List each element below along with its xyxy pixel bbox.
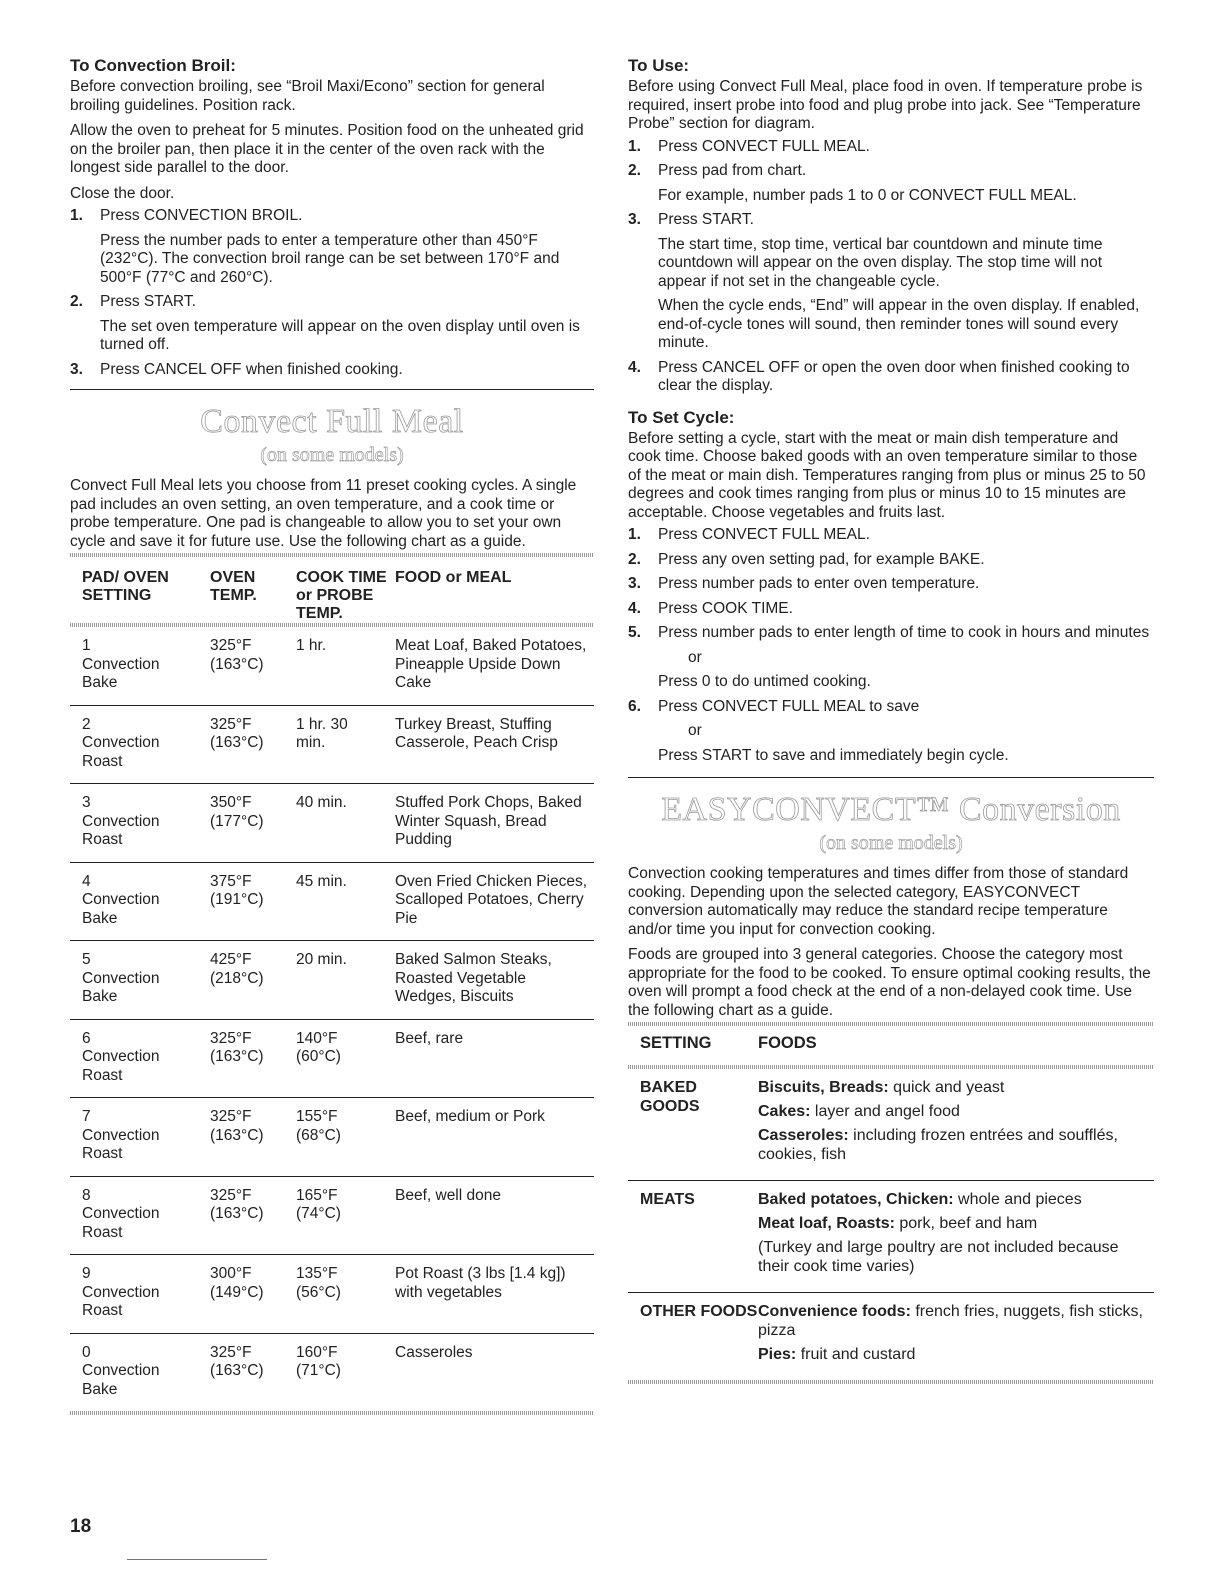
cook-time-detail: (74°C) (296, 1205, 341, 1222)
pad-number: 5 (82, 951, 91, 968)
temp-cell (210, 1019, 296, 1098)
time-cell (296, 627, 395, 705)
cook-time-detail: (60°C) (296, 1048, 341, 1065)
section-subtitle: (on some models) (819, 832, 963, 854)
pad-cell (70, 1098, 210, 1177)
step-detail: Press 0 to do untimed cooking. (658, 673, 871, 690)
cook-time: 20 min. (296, 951, 347, 968)
step-text: Press CANCEL OFF or open the oven door when finished cooking to clear the display. (658, 358, 1130, 394)
paragraph: Before setting a cycle, start with the meat or main dish temperature and cook time. Choose baked goods with an oven temperature similar to those of the meat or main dish. Temperatures ranging from plus or minus 25 to 50 degrees and cook times ranging from plus or minus 10 to 15 minutes are acceptable. Choose vegetables and fruits last. (628, 429, 1146, 521)
step-text: Press CONVECTION BROIL. (100, 207, 303, 224)
col-header-temp: OVEN TEMP. (210, 569, 257, 604)
cook-time: 140°F (296, 1029, 338, 1047)
step-text: Press any oven setting pad, for example BAKE. (658, 550, 985, 568)
temp-f: 325°F (210, 1108, 252, 1125)
step-number: 4. (628, 599, 641, 617)
table-row (70, 1098, 594, 1177)
food-cell: Casseroles (395, 1343, 473, 1361)
cook-time-detail: (56°C) (296, 1283, 341, 1301)
temp-f: 375°F (210, 872, 252, 890)
right-column (628, 56, 1154, 1384)
convect-full-meal-table (70, 557, 594, 1411)
pad-number: 9 (82, 1265, 91, 1282)
step-number: 2. (628, 162, 641, 179)
step-text: Press pad from chart. (658, 162, 807, 179)
easyconvect-table (628, 1026, 1154, 1380)
step-number: 1. (628, 137, 641, 155)
food-desc: quick and yeast (888, 1079, 1005, 1096)
col-header-food: FOOD or MEAL (395, 569, 512, 586)
section-divider (628, 777, 1154, 778)
food-item (758, 1345, 1154, 1364)
foods-cell (758, 1069, 1154, 1181)
oven-setting: Convection Roast (82, 812, 160, 848)
step-text: Press CONVECT FULL MEAL. (658, 137, 870, 155)
pad-cell (70, 862, 210, 941)
footer-rule (127, 1559, 267, 1560)
table-header-row (628, 1026, 1154, 1065)
oven-setting: Convection Roast (82, 734, 160, 770)
food-category: Convenience foods: (758, 1303, 911, 1320)
cook-time: 1 hr. 30 (296, 715, 348, 733)
temp-c: (191°C) (210, 891, 264, 908)
step-item (628, 698, 1154, 766)
pad-cell (70, 784, 210, 863)
pad-cell (70, 705, 210, 784)
step-item (628, 526, 1154, 545)
table-row (70, 1333, 594, 1411)
food-item (758, 1078, 1154, 1097)
step-item (628, 359, 1154, 396)
pad-cell (70, 1333, 210, 1411)
food-item (758, 1126, 1154, 1164)
to-use-steps (628, 138, 1154, 396)
table-row (628, 1069, 1154, 1181)
step-item (70, 293, 594, 355)
section-title: EASYCONVECT™ Conversion (661, 791, 1121, 828)
temp-cell (210, 1176, 296, 1255)
pad-number: 4 (82, 872, 91, 890)
col-header-pad: PAD/ OVEN SETTING (82, 569, 169, 604)
section-divider (70, 389, 594, 390)
cook-time: 1 hr. (296, 637, 327, 654)
food-desc: fruit and custard (796, 1346, 916, 1363)
oven-setting: Convection Bake (82, 1362, 160, 1398)
foods-cell (758, 1181, 1154, 1293)
step-number: 3. (628, 211, 641, 228)
temp-cell (210, 784, 296, 863)
cook-time: 40 min. (296, 794, 347, 811)
food-category: Casseroles: (758, 1127, 849, 1144)
step-text: Press START. (100, 293, 196, 310)
food-desc: (Turkey and large poultry are not included because their cook time varies) (758, 1239, 1119, 1275)
table-row (70, 705, 594, 784)
step-detail: When the cycle ends, “End” will appear in the oven display. If enabled, end-of-cycle tones will sound, then reminder tones will sound every minute. (658, 297, 1140, 351)
table-header-row (70, 557, 594, 623)
paragraph: Foods are grouped into 3 general categories. Choose the category most appropriate for the food to be cooked. To ensure optimal cooking results, the oven will prompt a food check at the end of a non-delayed cook time. Use the following chart as a guide. (628, 946, 1151, 1019)
pad-number: 7 (82, 1108, 91, 1125)
food-cell: Pot Roast (3 lbs [1.4 kg]) with vegetables (395, 1255, 594, 1334)
temp-f: 325°F (210, 1343, 252, 1361)
page-number: 18 (70, 1516, 92, 1537)
temp-cell (210, 1333, 296, 1411)
step-item (628, 551, 1154, 570)
paragraph: Before convection broiling, see “Broil Maxi/Econo” section for general broiling guidelines. Position rack. (70, 78, 545, 114)
section-title: Convect Full Meal (200, 403, 464, 440)
food-cell: Beef, rare (395, 1019, 594, 1098)
food-desc: pork, beef and ham (894, 1215, 1038, 1232)
table-row (628, 1181, 1154, 1293)
setting-cell: MEATS (628, 1181, 758, 1293)
step-text: Press CONVECT FULL MEAL to save (658, 697, 920, 715)
temp-c: (218°C) (210, 969, 264, 987)
pad-number: 8 (82, 1186, 91, 1204)
food-cell: Baked Salmon Steaks, Roasted Vegetable Wedges, Biscuits (395, 941, 594, 1020)
step-item (628, 162, 1154, 205)
step-number: 6. (628, 697, 641, 715)
table-bottom-border (70, 1411, 594, 1415)
step-or: or (688, 648, 702, 666)
set-cycle-steps (628, 526, 1154, 765)
paragraph: Before using Convect Full Meal, place food in oven. If temperature probe is required, insert probe into food and plug probe into jack. See “Temperature Probe” section for diagram. (628, 78, 1143, 132)
step-text: Press CONVECT FULL MEAL. (658, 526, 870, 543)
cook-time-detail: min. (296, 734, 326, 751)
temp-cell (210, 627, 296, 705)
pad-number: 1 (82, 637, 91, 654)
temp-c: (149°C) (210, 1283, 264, 1301)
step-number: 3. (70, 360, 83, 378)
time-cell (296, 862, 395, 941)
cook-time: 45 min. (296, 872, 347, 890)
temp-c: (163°C) (210, 734, 264, 751)
step-number: 1. (70, 207, 83, 224)
cook-time-detail: (68°C) (296, 1126, 341, 1144)
pad-cell (70, 941, 210, 1020)
section-subtitle: (on some models) (260, 444, 404, 466)
food-cell: Beef, well done (395, 1176, 594, 1255)
step-text: Press CANCEL OFF when finished cooking. (100, 360, 403, 378)
paragraph: Convection cooking temperatures and times differ from those of standard cooking. Depending upon the selected category, EASYCONVECT conversion automatically may reduce the standard recipe temperature and/or time you input for convection cooking. (628, 865, 1129, 938)
temp-c: (163°C) (210, 1126, 264, 1144)
temp-c: (163°C) (210, 1362, 264, 1379)
setting-cell: BAKED GOODS (628, 1069, 758, 1181)
step-number: 2. (70, 293, 83, 310)
table-row (70, 862, 594, 941)
food-category: Biscuits, Breads: (758, 1079, 889, 1096)
time-cell (296, 1098, 395, 1177)
oven-setting: Convection Roast (82, 1126, 160, 1162)
time-cell (296, 1176, 395, 1255)
table-row (70, 1176, 594, 1255)
food-cell: Oven Fried Chicken Pieces, Scalloped Potatoes, Cherry Pie (395, 862, 594, 941)
step-text: Press number pads to enter length of time to cook in hours and minutes (658, 624, 1150, 641)
food-desc: layer and angel food (810, 1103, 960, 1120)
step-detail: Press the number pads to enter a temperature other than 450°F (232°C). The convection broil range can be set between 170°F and 500°F (77°C and 260°C). (100, 231, 560, 286)
cook-time: 135°F (296, 1265, 338, 1282)
step-text: Press COOK TIME. (658, 599, 793, 617)
oven-setting: Convection Bake (82, 969, 160, 1005)
pad-cell (70, 1255, 210, 1334)
step-item (70, 207, 594, 287)
oven-setting: Convection Bake (82, 655, 160, 691)
temp-f: 350°F (210, 794, 252, 811)
food-category: Cakes: (758, 1103, 811, 1120)
temp-cell (210, 1098, 296, 1177)
setting-cell: OTHER FOODS (640, 1303, 758, 1320)
step-item (628, 624, 1154, 692)
food-item (758, 1102, 1154, 1121)
time-cell (296, 1255, 395, 1334)
paragraph: Close the door. (70, 184, 175, 202)
food-cell: Stuffed Pork Chops, Baked Winter Squash, Bread Pudding (395, 784, 594, 863)
food-category: Pies: (758, 1346, 797, 1363)
temp-c: (163°C) (210, 655, 264, 673)
food-item (758, 1238, 1154, 1276)
food-category: Baked potatoes, Chicken: (758, 1191, 954, 1208)
set-cycle-heading: To Set Cycle: (628, 407, 735, 427)
foods-cell (758, 1293, 1154, 1381)
step-number: 3. (628, 575, 641, 592)
temp-f: 325°F (210, 1029, 252, 1047)
step-text: Press number pads to enter oven temperature. (658, 575, 980, 592)
table-row (70, 1019, 594, 1098)
oven-setting: Convection Roast (82, 1048, 160, 1084)
oven-setting: Convection Bake (82, 891, 160, 927)
pad-number: 6 (82, 1029, 91, 1047)
temp-cell (210, 862, 296, 941)
food-item (758, 1214, 1154, 1233)
table-row (70, 941, 594, 1020)
convection-broil-steps (70, 207, 594, 379)
table-row (70, 627, 594, 705)
temp-c: (177°C) (210, 812, 264, 830)
pad-cell (70, 1176, 210, 1255)
step-item (628, 138, 1154, 157)
temp-cell (210, 1255, 296, 1334)
temp-f: 425°F (210, 951, 252, 968)
time-cell (296, 941, 395, 1020)
step-detail: Press START to save and immediately begin cycle. (658, 746, 1009, 764)
col-header-setting: SETTING (640, 1034, 712, 1052)
oven-setting: Convection Roast (82, 1283, 160, 1319)
step-item (628, 211, 1154, 353)
time-cell (296, 784, 395, 863)
pad-number: 2 (82, 715, 91, 733)
food-cell: Meat Loaf, Baked Potatoes, Pineapple Upside Down Cake (395, 627, 594, 705)
cook-time-detail: (71°C) (296, 1362, 341, 1379)
cook-time: 155°F (296, 1108, 338, 1125)
pad-number: 3 (82, 794, 91, 811)
step-text: Press START. (658, 211, 754, 228)
temp-f: 300°F (210, 1265, 252, 1282)
paragraph: Allow the oven to preheat for 5 minutes. Position food on the unheated grid on the broiler pan, then place it in the center of the oven rack with the longest side parallel to the door. (70, 122, 584, 176)
oven-setting: Convection Roast (82, 1205, 160, 1241)
step-or: or (688, 722, 702, 739)
cook-time: 160°F (296, 1343, 338, 1361)
food-cell: Beef, medium or Pork (395, 1098, 594, 1177)
step-number: 2. (628, 550, 641, 568)
temp-f: 325°F (210, 715, 252, 733)
temp-c: (163°C) (210, 1048, 264, 1065)
table-row (70, 784, 594, 863)
table-row (70, 1255, 594, 1334)
food-item (758, 1190, 1154, 1209)
to-use-heading: To Use: (628, 56, 690, 75)
food-desc: including frozen entrées and soufflés, cookies, fish (758, 1127, 1118, 1163)
convection-broil-heading: To Convection Broil: (70, 56, 236, 75)
step-detail: The set oven temperature will appear on the oven display until oven is turned off. (100, 317, 580, 353)
time-cell (296, 1019, 395, 1098)
step-detail: For example, number pads 1 to 0 or CONVECT FULL MEAL. (658, 186, 1077, 204)
food-item (758, 1302, 1154, 1340)
temp-cell (210, 705, 296, 784)
cook-time: 165°F (296, 1186, 338, 1204)
food-desc: whole and pieces (953, 1191, 1082, 1208)
step-item (628, 600, 1154, 619)
convect-intro: Convect Full Meal lets you choose from 11 preset cooking cycles. A single pad includes an oven setting, an oven temperature, and a cook time or probe temperature. One pad is changeable to allow you to set your own cycle and save it for future use. Use the following chart as a guide. (70, 477, 577, 550)
table-bottom-border (628, 1380, 1154, 1384)
temp-cell (210, 941, 296, 1020)
food-category: Meat loaf, Roasts: (758, 1215, 895, 1232)
step-number: 5. (628, 624, 641, 641)
food-cell: Turkey Breast, Stuffing Casserole, Peach Crisp (395, 705, 594, 784)
left-column (70, 56, 594, 1415)
time-cell (296, 705, 395, 784)
step-item (70, 361, 594, 380)
pad-cell (70, 627, 210, 705)
pad-number: 0 (82, 1343, 91, 1361)
temp-c: (163°C) (210, 1205, 264, 1222)
temp-f: 325°F (210, 637, 252, 654)
step-number: 1. (628, 526, 641, 543)
step-detail: The start time, stop time, vertical bar countdown and minute time countdown will appear on the oven display. The stop time will not appear if not set in the changeable cycle. (658, 235, 1103, 290)
food-desc: french fries, nuggets, fish sticks, pizza (758, 1303, 1143, 1339)
temp-f: 325°F (210, 1186, 252, 1204)
pad-cell (70, 1019, 210, 1098)
step-item (628, 575, 1154, 594)
step-number: 4. (628, 358, 641, 376)
col-header-time: COOK TIME or PROBE TEMP. (296, 569, 387, 622)
table-row (628, 1293, 1154, 1381)
col-header-foods: FOODS (758, 1034, 817, 1052)
time-cell (296, 1333, 395, 1411)
